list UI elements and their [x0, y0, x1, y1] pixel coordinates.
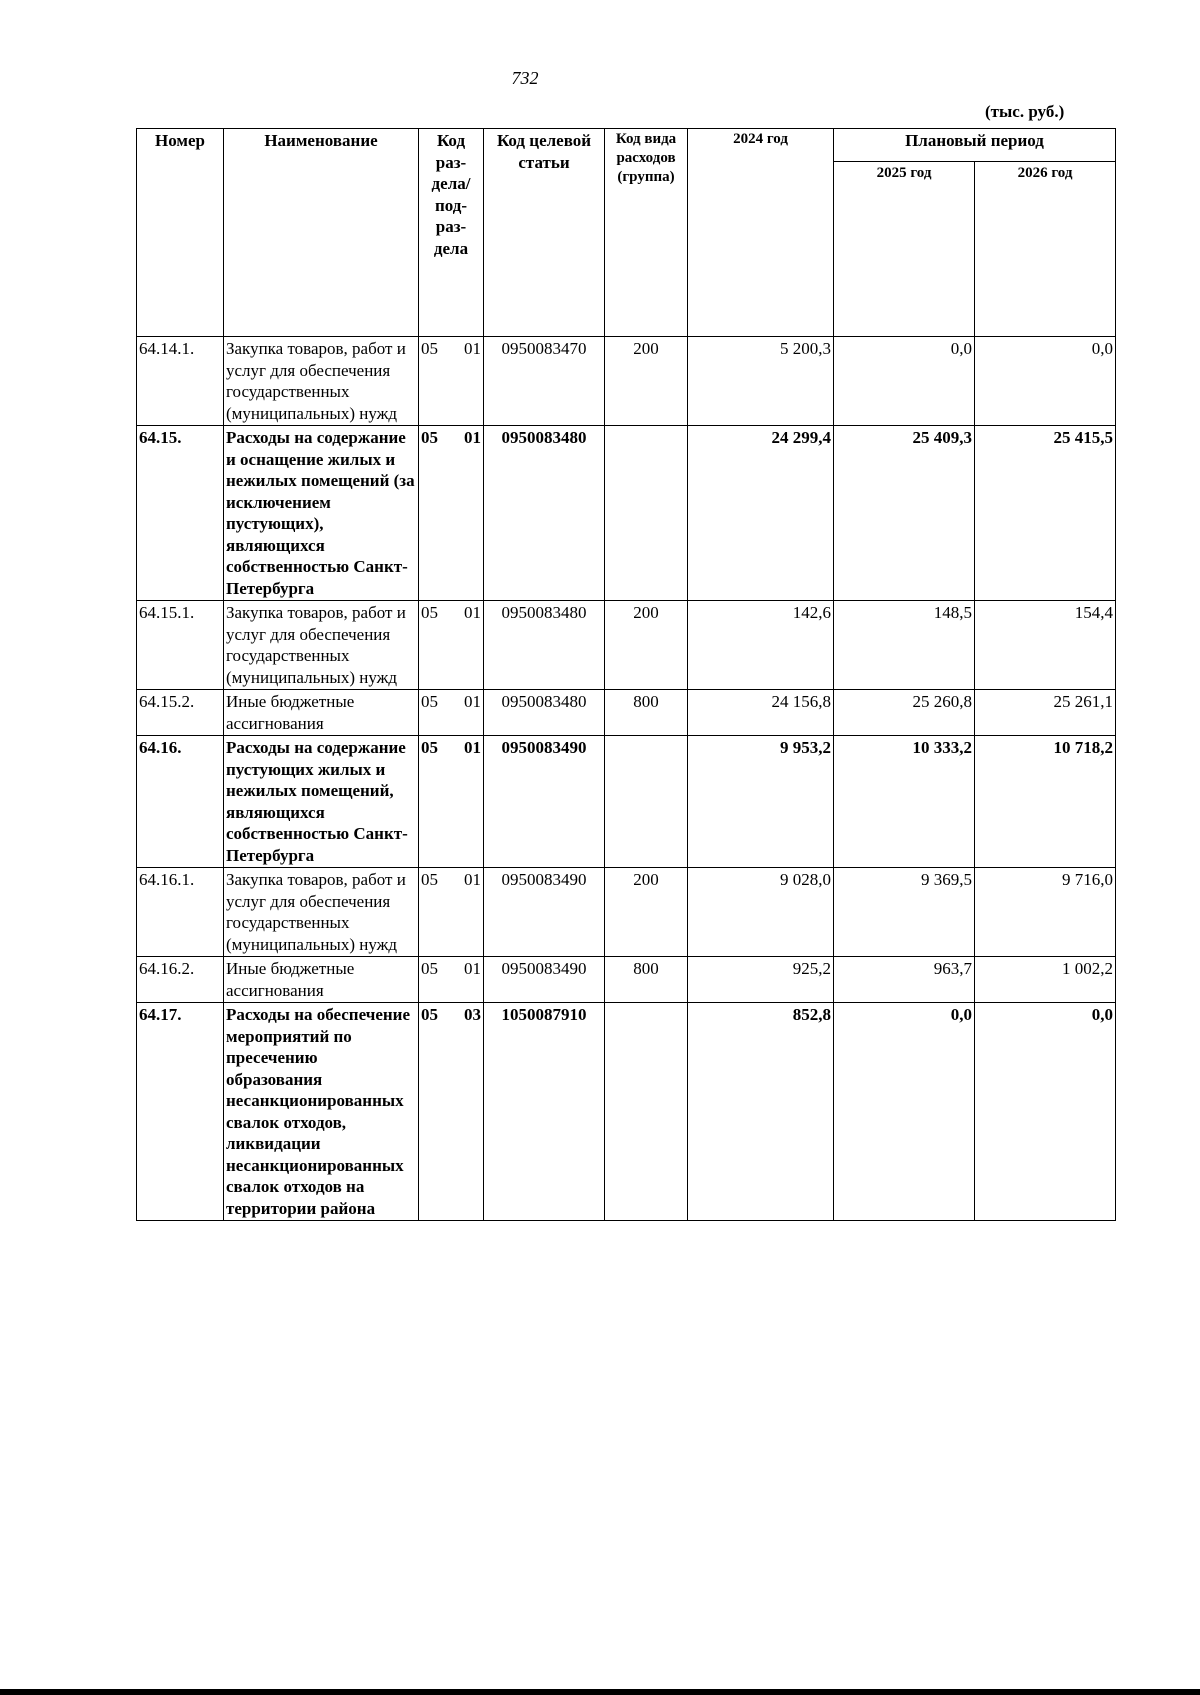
row-expense-code: 200: [605, 601, 688, 690]
row-number: 64.16.1.: [137, 868, 224, 957]
header-planned-period: Плановый период: [834, 129, 1116, 162]
page-bottom-border: [0, 1689, 1200, 1695]
subsection-code: 01: [464, 339, 481, 358]
header-section-code: Код раз-дела/ под-раз-дела: [419, 129, 484, 337]
row-value-2024: 24 156,8: [688, 690, 834, 736]
row-value-2026: 0,0: [975, 337, 1116, 426]
row-value-2025: 9 369,5: [834, 868, 975, 957]
row-expense-code: [605, 736, 688, 868]
row-number: 64.16.: [137, 736, 224, 868]
row-value-2026: 0,0: [975, 1003, 1116, 1221]
table-row: [137, 1003, 1116, 1221]
row-value-2025: 148,5: [834, 601, 975, 690]
header-number: Номер: [137, 129, 224, 337]
row-value-2026: 25 415,5: [975, 426, 1116, 601]
row-target-code: 1050087910: [484, 1003, 605, 1221]
budget-table: [136, 128, 1116, 1221]
row-name: Закупка товаров, работ и услуг для обеспечения государственных (муниципальных) нужд: [224, 601, 419, 690]
units-label: (тыс. руб.): [985, 102, 1065, 121]
section-code: 05: [421, 870, 438, 889]
row-expense-code: 200: [605, 337, 688, 426]
row-value-2024: 24 299,4: [688, 426, 834, 601]
subsection-code: 01: [464, 603, 481, 622]
row-value-2026: 10 718,2: [975, 736, 1116, 868]
row-name: Расходы на содержание пустующих жилых и нежилых помещений, являющихся собственностью Санкт-Петербурга: [224, 736, 419, 868]
row-value-2026: 1 002,2: [975, 957, 1116, 1003]
row-value-2025: 963,7: [834, 957, 975, 1003]
row-number: 64.15.: [137, 426, 224, 601]
subsection-code: 01: [464, 692, 481, 711]
row-name: Закупка товаров, работ и услуг для обеспечения государственных (муниципальных) нужд: [224, 337, 419, 426]
section-code: 05: [421, 738, 438, 757]
table-row: [137, 690, 1116, 736]
row-target-code: 0950083490: [484, 736, 605, 868]
row-expense-code: [605, 1003, 688, 1221]
row-value-2026: 9 716,0: [975, 868, 1116, 957]
row-number: 64.14.1.: [137, 337, 224, 426]
header-expense-code: Код вида расходов (группа): [605, 129, 688, 337]
row-value-2024: 142,6: [688, 601, 834, 690]
row-section-code: [419, 337, 484, 426]
row-section-code: [419, 868, 484, 957]
row-value-2024: 5 200,3: [688, 337, 834, 426]
section-code: 05: [421, 428, 438, 447]
row-section-code: [419, 601, 484, 690]
subsection-code: 03: [464, 1005, 481, 1024]
header-year-2026: 2026 год: [975, 162, 1116, 337]
row-expense-code: 200: [605, 868, 688, 957]
header-target-code: Код целевой статьи: [484, 129, 605, 337]
header-year-2025: 2025 год: [834, 162, 975, 337]
row-name: Расходы на содержание и оснащение жилых и нежилых помещений (за исключением пустующих), являющихся собственностью Санкт-Петербурга: [224, 426, 419, 601]
section-code: 05: [421, 603, 438, 622]
subsection-code: 01: [464, 959, 481, 978]
subsection-code: 01: [464, 428, 481, 447]
row-value-2024: 9 953,2: [688, 736, 834, 868]
table-row: [137, 957, 1116, 1003]
row-value-2025: 25 409,3: [834, 426, 975, 601]
row-name: Расходы на обеспечение мероприятий по пресечению образования несанкционированных свалок отходов, ликвидации несанкционированных свалок отходов на территории района: [224, 1003, 419, 1221]
row-value-2025: 0,0: [834, 1003, 975, 1221]
row-value-2026: 25 261,1: [975, 690, 1116, 736]
section-code: 05: [421, 959, 438, 978]
table-row: [137, 337, 1116, 426]
row-section-code: [419, 1003, 484, 1221]
row-expense-code: 800: [605, 957, 688, 1003]
row-expense-code: 800: [605, 690, 688, 736]
section-code: 05: [421, 339, 438, 358]
header-name: Наименование: [224, 129, 419, 337]
row-target-code: 0950083480: [484, 690, 605, 736]
row-section-code: [419, 736, 484, 868]
row-value-2024: 9 028,0: [688, 868, 834, 957]
row-section-code: [419, 957, 484, 1003]
row-section-code: [419, 426, 484, 601]
row-target-code: 0950083490: [484, 868, 605, 957]
section-code: 05: [421, 692, 438, 711]
row-target-code: 0950083470: [484, 337, 605, 426]
subsection-code: 01: [464, 870, 481, 889]
page-number: 732: [511, 68, 539, 88]
row-name: Иные бюджетные ассигнования: [224, 690, 419, 736]
row-number: 64.15.1.: [137, 601, 224, 690]
row-target-code: 0950083490: [484, 957, 605, 1003]
table-row: [137, 736, 1116, 868]
table-row: [137, 426, 1116, 601]
row-value-2026: 154,4: [975, 601, 1116, 690]
row-value-2024: 925,2: [688, 957, 834, 1003]
table-row: [137, 868, 1116, 957]
row-number: 64.15.2.: [137, 690, 224, 736]
header-year-2024: 2024 год: [688, 129, 834, 337]
row-value-2025: 25 260,8: [834, 690, 975, 736]
subsection-code: 01: [464, 738, 481, 757]
section-code: 05: [421, 1005, 438, 1024]
row-number: 64.17.: [137, 1003, 224, 1221]
row-section-code: [419, 690, 484, 736]
row-value-2024: 852,8: [688, 1003, 834, 1221]
row-expense-code: [605, 426, 688, 601]
row-number: 64.16.2.: [137, 957, 224, 1003]
row-value-2025: 0,0: [834, 337, 975, 426]
row-value-2025: 10 333,2: [834, 736, 975, 868]
table-row: [137, 601, 1116, 690]
row-target-code: 0950083480: [484, 601, 605, 690]
row-name: Иные бюджетные ассигнования: [224, 957, 419, 1003]
row-target-code: 0950083480: [484, 426, 605, 601]
header-row-1: [137, 129, 1116, 162]
row-name: Закупка товаров, работ и услуг для обеспечения государственных (муниципальных) нужд: [224, 868, 419, 957]
